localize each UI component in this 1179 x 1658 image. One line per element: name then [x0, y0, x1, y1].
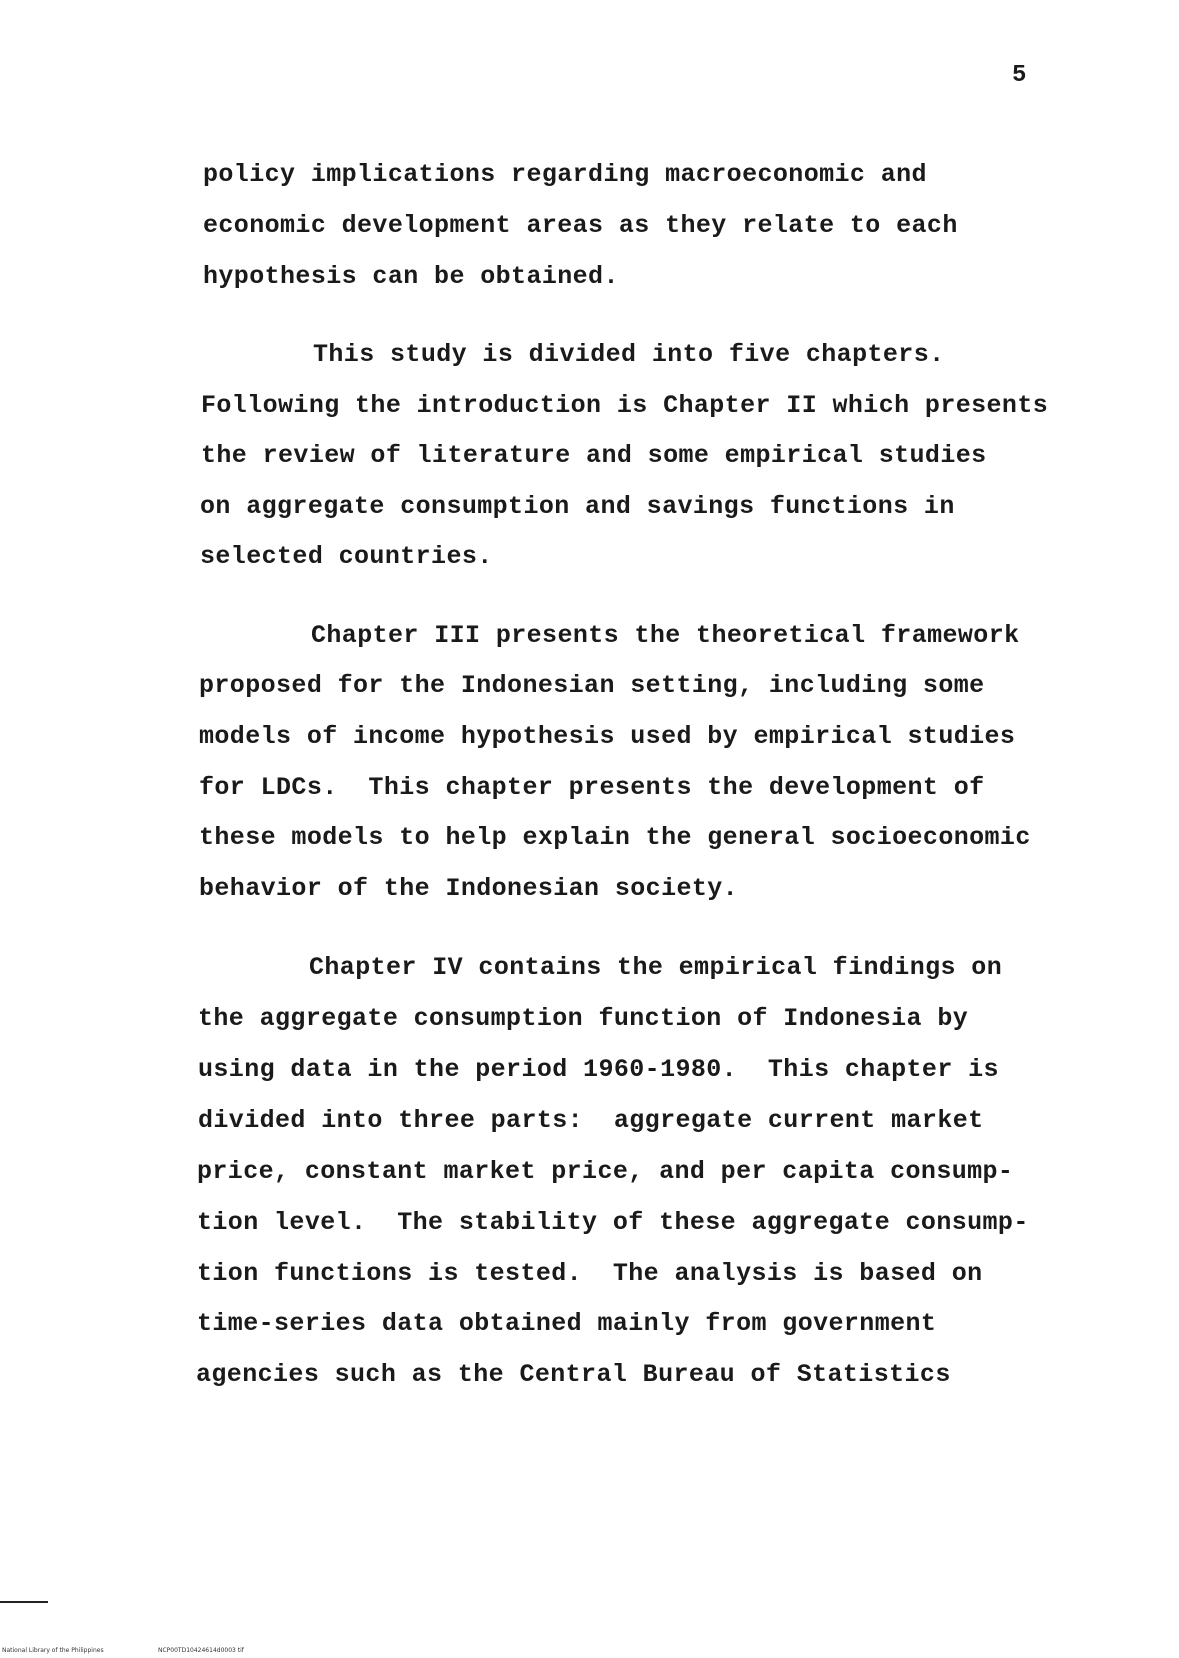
text-line: price, constant market price, and per capita consump-	[197, 1157, 1014, 1186]
text-line: policy implications regarding macroeconomic and	[203, 160, 927, 189]
text-line: Chapter IV contains the empirical findings on	[309, 953, 1003, 982]
text-line: Chapter III presents the theoretical framework	[311, 621, 1020, 650]
text-line: the aggregate consumption function of Indonesia by	[198, 1004, 969, 1033]
text-line: selected countries.	[200, 542, 493, 571]
text-line: models of income hypothesis used by empirical studies	[199, 722, 1016, 751]
text-line: these models to help explain the general socioeconomic	[199, 823, 1031, 852]
text-line: the review of literature and some empirical studies	[201, 441, 987, 470]
footer-reference: NCP00TD10424614d0003 tif	[158, 1647, 244, 1654]
text-line: using data in the period 1960-1980. This chapter is	[198, 1055, 999, 1084]
text-line: hypothesis can be obtained.	[203, 262, 619, 291]
footer-library: National Library of the Philippines	[2, 1647, 104, 1654]
text-line: behavior of the Indonesian society.	[199, 874, 739, 903]
text-line: on aggregate consumption and savings functions in	[200, 492, 955, 521]
margin-rule	[0, 1601, 48, 1603]
text-line: proposed for the Indonesian setting, including some	[199, 671, 985, 700]
text-line: economic development areas as they relate to each	[203, 211, 958, 240]
text-line: tion functions is tested. The analysis is based on	[197, 1259, 983, 1288]
text-line: Following the introduction is Chapter II which presents	[201, 391, 1049, 420]
text-line: time-series data obtained mainly from government	[197, 1309, 937, 1338]
text-line: This study is divided into five chapters.	[313, 340, 945, 369]
text-line: agencies such as the Central Bureau of Statistics	[196, 1360, 951, 1389]
text-line: for LDCs. This chapter presents the development of	[199, 773, 985, 802]
text-line: tion level. The stability of these aggregate consump-	[197, 1208, 1029, 1237]
page-number: 5	[1012, 62, 1027, 89]
text-line: divided into three parts: aggregate current market	[198, 1106, 984, 1135]
